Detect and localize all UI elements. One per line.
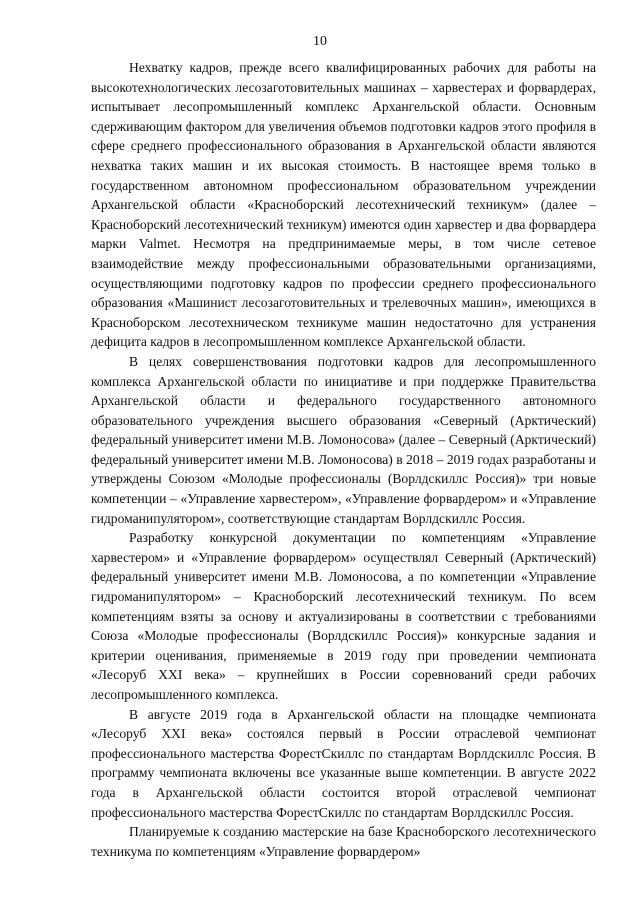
paragraph-forestskills-championship: В августе 2019 года в Архангельской области на площадке чемпионата «Лесоруб XXI века» состоялся первый в России отраслевой чемпионат профессионального мастерства ФорестСкиллс по стандартам Ворлдскиллс Россия. В программу чемпионата включены все указанные выше компетенции. В августе 2022 года в Архангельской области состоится второй отраслевой чемпионат профессионального мастерства ФорестСкиллс по стандартам Ворлдскиллс Россия. [91,706,596,820]
paragraph-new-competencies: В целях совершенствования подготовки кадров для лесопромышленного комплекса Архангельской области по инициативе и при поддержке Правительства Архангельской области и федерального государственного автономного образовательного учреждения высшего образования «Северный (Арктический) федеральный университет имени М.В. Ломоносова» (далее – Северный (Арктический) федеральный университет имени М.В. Ломоносова) в 2018 – 2019 годах разработаны и утверждены Союзом «Молодые профессионалы (Ворлдскиллс Россия)» три новые компетенции – «Управление харвестером», «Управление форвардером» и «Управление гидроманипулятором», соответствующие стандартам Ворлдскиллс Россия. [91,353,596,526]
paragraph-planned-workshops: Планируемые к созданию мастерские на базе Красноборского лесотехнического техникума по компетенциям «Управление форвардером» [91,824,596,859]
paragraph-staff-shortage: Нехватку кадров, прежде всего квалифицированных рабочих для работы на высокотехнологических лесозаготовительных машинах – харвестерах и форвардерах, испытывает лесопромышленный комплекс Архангельской области. Основным сдерживающим фактором для увеличения объемов подготовки кадров этого профиля в сфере среднего профессионального образования в Архангельской области являются нехватка таких машин и их высокая стоимость. В настоящее время только в государственном автономном профессиональном образовательном учреждении Архангельской области «Красноборский лесотехнический техникум» (далее – Красноборский лесотехнический техникум) имеются один харвестер и два форвардера марки Valmet. Несмотря на предпринимаемые меры, в том числе сетевое взаимодействие между профессиональными образовательными организациями, осуществляющими подготовку кадров по профессии среднего профессионального образования «Машинист лесозаготовительных и трелевочных машин», имеющихся в Красноборском лесотехническом техникуме машин недостаточно для устранения дефицита кадров в лесопромышленном комплексе Архангельской области. [91,60,596,350]
page-number: 10 [313,34,327,49]
paragraph-competition-documentation: Разработку конкурсной документации по компетенциям «Управление харвестером» и «Управление форвардером» осуществлял Северный (Арктический) федеральный университет имени М.В. Ломоносова, а по компетенции «Управление гидроманипулятором» – Красноборский лесотехнический техникум. По всем компетенциям взяты за основу и актуализированы в соответствии с требованиями Союза «Молодые профессионалы (Ворлдскиллс Россия)» конкурсные задания и критерии оценивания, применяемые в 2019 году при проведении чемпионата «Лесоруб XXI века» – крупнейших в России соревнований среди рабочих лесопромышленного комплекса. [91,530,596,702]
document-body [91,58,596,861]
